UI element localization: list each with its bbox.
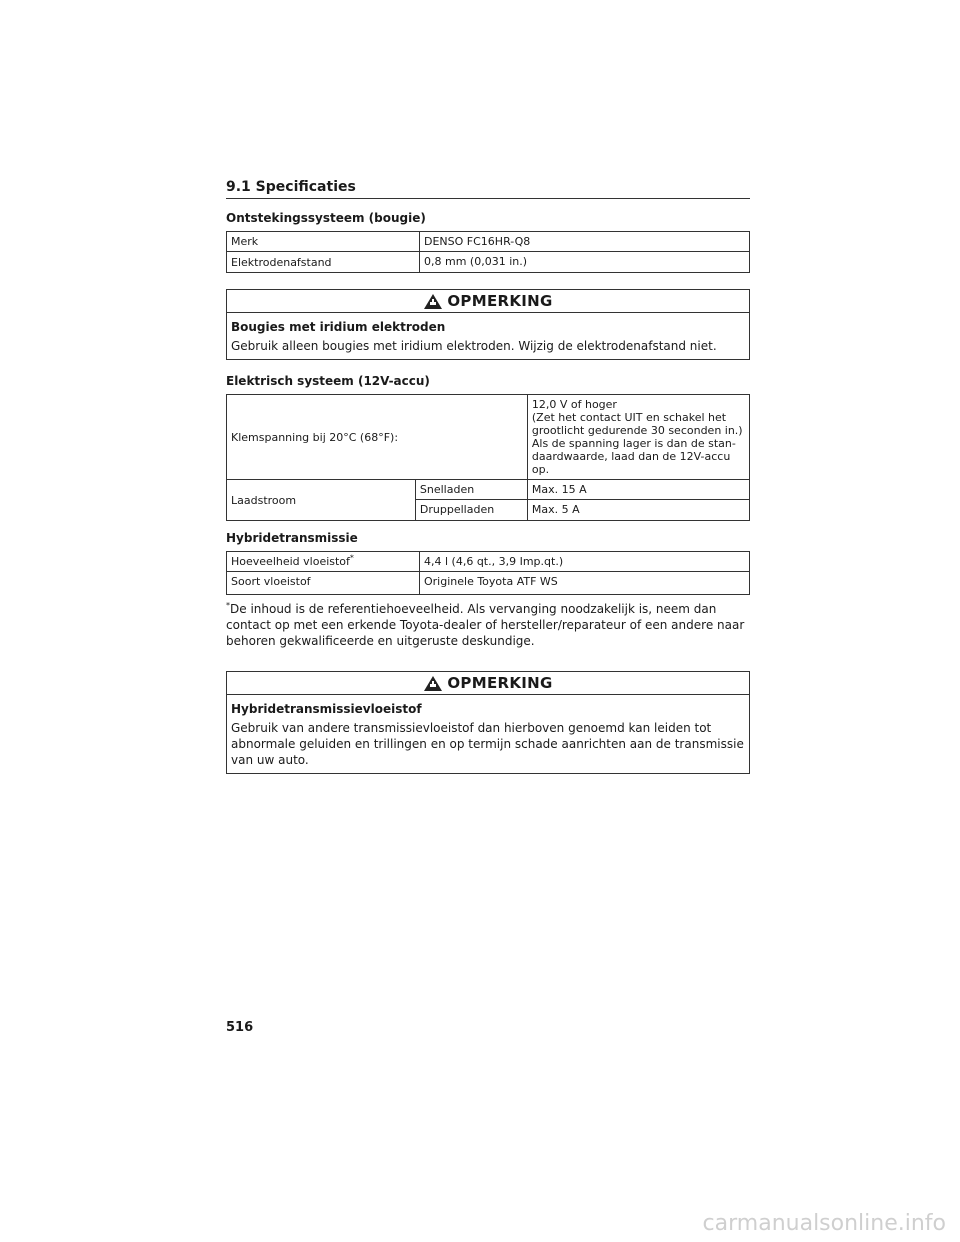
table-row (227, 232, 750, 252)
voltage-note-2: Als de spanning lager is dan de stan- daardwaarde, laad dan de 12V-accu op. (531, 437, 736, 476)
page-content (226, 179, 750, 774)
table-cell-value: 0,8 mm (0,031 in.) (420, 252, 750, 273)
footnote-marker: * (349, 553, 354, 563)
trickle-charge-value: Max. 5 A (527, 500, 749, 521)
notice-header (227, 290, 749, 313)
table-cell-label: Merk (227, 232, 420, 252)
fluid-type-label: Soort vloeistof (227, 572, 420, 595)
table-row (227, 572, 750, 595)
warning-icon (423, 293, 443, 310)
fast-charge-label: Snelladen (415, 480, 527, 500)
table-row (227, 552, 750, 572)
notice-body (227, 695, 749, 773)
hybrid-title: Hybridetransmissie (226, 531, 358, 545)
voltage-label: Klemspanning bij 20°C (68°F): (227, 395, 528, 480)
notice-text: Gebruik van andere transmissievloeistof dan hierboven genoemd kan leiden tot abnormale geluiden en trillingen en op termijn schade aanrichten aan de transmissie van uw auto. (231, 721, 744, 767)
table-cell-label (227, 552, 420, 572)
ignition-title: Ontstekingssysteem (bougie) (226, 211, 426, 225)
electrical-table (226, 394, 750, 521)
notice-body (227, 313, 749, 359)
fast-charge-value: Max. 15 A (527, 480, 749, 500)
fluid-quantity-label: Hoeveelheid vloeistof (231, 555, 350, 568)
page-number: 516 (226, 1020, 254, 1035)
voltage-value: 12,0 V of hoger (531, 398, 617, 411)
table-row (227, 480, 750, 500)
footnote-marker: * (226, 601, 230, 610)
table-cell-value: DENSO FC16HR-Q8 (420, 232, 750, 252)
footnote (226, 601, 750, 649)
charge-label: Laadstroom (227, 480, 416, 521)
footnote-text: De inhoud is de referentiehoeveelheid. Als vervanging noodzakelijk is, neem dan contact op met een erkende Toyota-dealer of hersteller/reparateur of een andere naar behoren gekwalificeerde en uitgeruste deskundige. (226, 602, 745, 648)
warning-icon (423, 675, 443, 692)
electrical-title: Elektrisch systeem (12V-accu) (226, 374, 430, 388)
notice-box-transmission-fluid (226, 671, 750, 774)
notice-header (227, 672, 749, 695)
notice-heading: OPMERKING (447, 674, 553, 692)
table-row (227, 252, 750, 273)
section-title: 9.1 Specificaties (226, 179, 750, 199)
voltage-note-1: (Zet het contact UIT en schakel het grootlicht gedurende 30 seconden in.) (531, 411, 743, 437)
fluid-quantity-value: 4,4 l (4,6 qt., 3,9 Imp.qt.) (420, 552, 750, 572)
notice-box-spark-plugs (226, 289, 750, 360)
notice-title: Hybridetransmissievloeistof (231, 702, 422, 716)
notice-title: Bougies met iridium elektroden (231, 320, 446, 334)
ignition-table (226, 231, 750, 273)
watermark: carmanualsonline.info (702, 1211, 946, 1236)
notice-heading: OPMERKING (447, 292, 553, 310)
table-row (227, 395, 750, 480)
trickle-charge-label: Druppelladen (415, 500, 527, 521)
notice-text: Gebruik alleen bougies met iridium elektroden. Wijzig de elektrodenafstand niet. (231, 339, 717, 353)
hybrid-table (226, 551, 750, 595)
voltage-value-cell (527, 395, 749, 480)
fluid-type-value: Originele Toyota ATF WS (420, 572, 750, 595)
table-cell-label: Elektrodenafstand (227, 252, 420, 273)
